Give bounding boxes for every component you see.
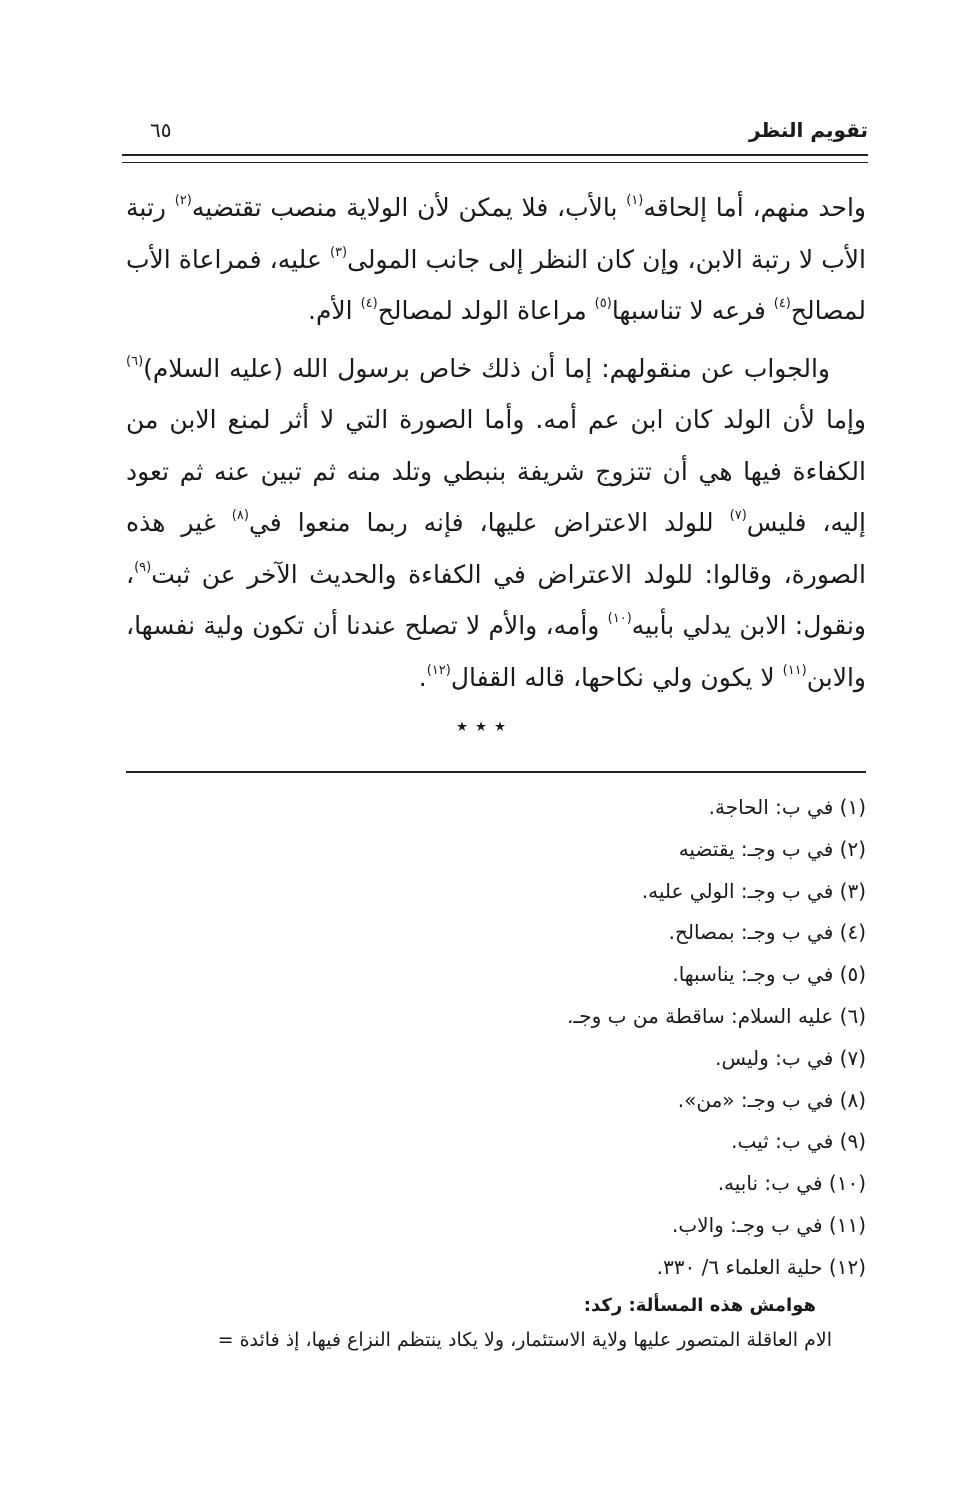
footnote-ref-7: (٧) xyxy=(729,508,747,523)
footnote-11: (١١) في ب وجـ: والاب. xyxy=(671,1212,866,1237)
footnote-ref-5: (٥) xyxy=(594,296,612,311)
footnote-7: (٧) في ب: وليس. xyxy=(715,1045,866,1070)
footnote-ref-8: (٨) xyxy=(231,508,249,523)
footnote-2: (٢) في ب وجـ: يقتضيه xyxy=(678,836,866,861)
paragraph-2: والجواب عن منقولهم: إما أن ذلك خاص برسول الله (عليه السلام)$^{(٦)}$ وإما لأن الولد كان ابن عم أمه. وأما الصورة التي لا أثر لمنع الابن من الكفاءة فيها هي أن تتزوج شريفة بنبطي وتلد منه ثم تبين عنه ثم تعود إليه، فليس$^{(٧)}$ للولد الاعتراض عليها، فإنه ربما منعوا في$^{(٨)}$ غير هذه الصورة، وقالوا: للولد الاعتراض في الكفاءة والحديث الآخر عن ثبت$^{(٩)}$، ونقول: الابن يدلي بأبيه$^{(١٠)}$ وأمه، والأم لا تصلح عندنا أن تكون ولية نفسها، والابن$^{(١١)}$ لا يكون ولي نكاحها، قاله القفال$^{(١٢)}$. xyxy=(126,353,866,692)
running-title: تقويم النظر xyxy=(748,118,868,142)
footnote-ref-6: (٦) xyxy=(126,353,144,369)
footnote-ref-1: (١) xyxy=(626,193,644,208)
footnotes-rule xyxy=(126,771,866,773)
footnote-9: (٩) في ب: ثيب. xyxy=(731,1129,866,1154)
page-number: ٦٥ xyxy=(150,118,172,142)
margin-notes xyxy=(96,1291,832,1359)
footnote-5: (٥) في ب وجـ: يناسبها. xyxy=(672,962,866,987)
footnote-ref-9: (٩) xyxy=(134,559,152,575)
footnote-ref-4b: (٤) xyxy=(360,296,378,311)
footnote-6: (٦) عليه السلام: ساقطة من ب وجـ. xyxy=(567,1003,866,1028)
running-header xyxy=(150,118,868,152)
footnote-ref-10: (١٠) xyxy=(607,611,632,626)
margin-notes-title: هوامش هذه المسألة: ركد: xyxy=(583,1295,816,1316)
footnotes-list xyxy=(126,787,866,1289)
margin-notes-text: الام العاقلة المتصور عليها ولاية الاستئمار، ولا يكاد ينتظم النزاع فيها، إذ فائدة = xyxy=(217,1329,832,1351)
footnote-ref-2: (٢) xyxy=(174,193,192,208)
footnote-ref-12: (١٢) xyxy=(426,662,451,678)
footnote-1: (١) في ب: الحاجة. xyxy=(708,795,866,819)
footnote-8: (٨) في ب وجـ: «من». xyxy=(677,1087,866,1112)
section-separator: ٭ ٭ ٭ xyxy=(456,714,506,739)
main-text xyxy=(126,182,866,703)
footnote-10: (١٠) في ب: نابيه. xyxy=(717,1171,866,1196)
footnote-ref-3: (٣) xyxy=(329,244,348,260)
footnote-4: (٤) في ب وجـ: بمصالح. xyxy=(668,920,866,945)
header-rule xyxy=(122,154,868,163)
footnote-ref-4: (٤) xyxy=(773,296,791,311)
footnote-ref-11: (١١) xyxy=(782,662,807,678)
footnote-3: (٣) في ب وجـ: الولي عليه. xyxy=(641,878,866,903)
footnote-12: (١٢) حلية العلماء ٦/ ٣٣٠. xyxy=(656,1254,866,1279)
paragraph-1: واحد منهم، أما إلحاقه$^{(١)}$ بالأب، فلا يمكن لأن الولاية منصب تقتضيه$^{(٢)}$ رتبة الأب لا رتبة الابن، وإن كان النظر إلى جانب المولى$^{(٣)}$ عليه، فمراعاة الأب لمصالح$^{(٤)}$ فرعه لا تناسبها$^{(٥)}$ مراعاة الولد لمصالح$^{(٤)}$ الأم. xyxy=(126,193,866,325)
